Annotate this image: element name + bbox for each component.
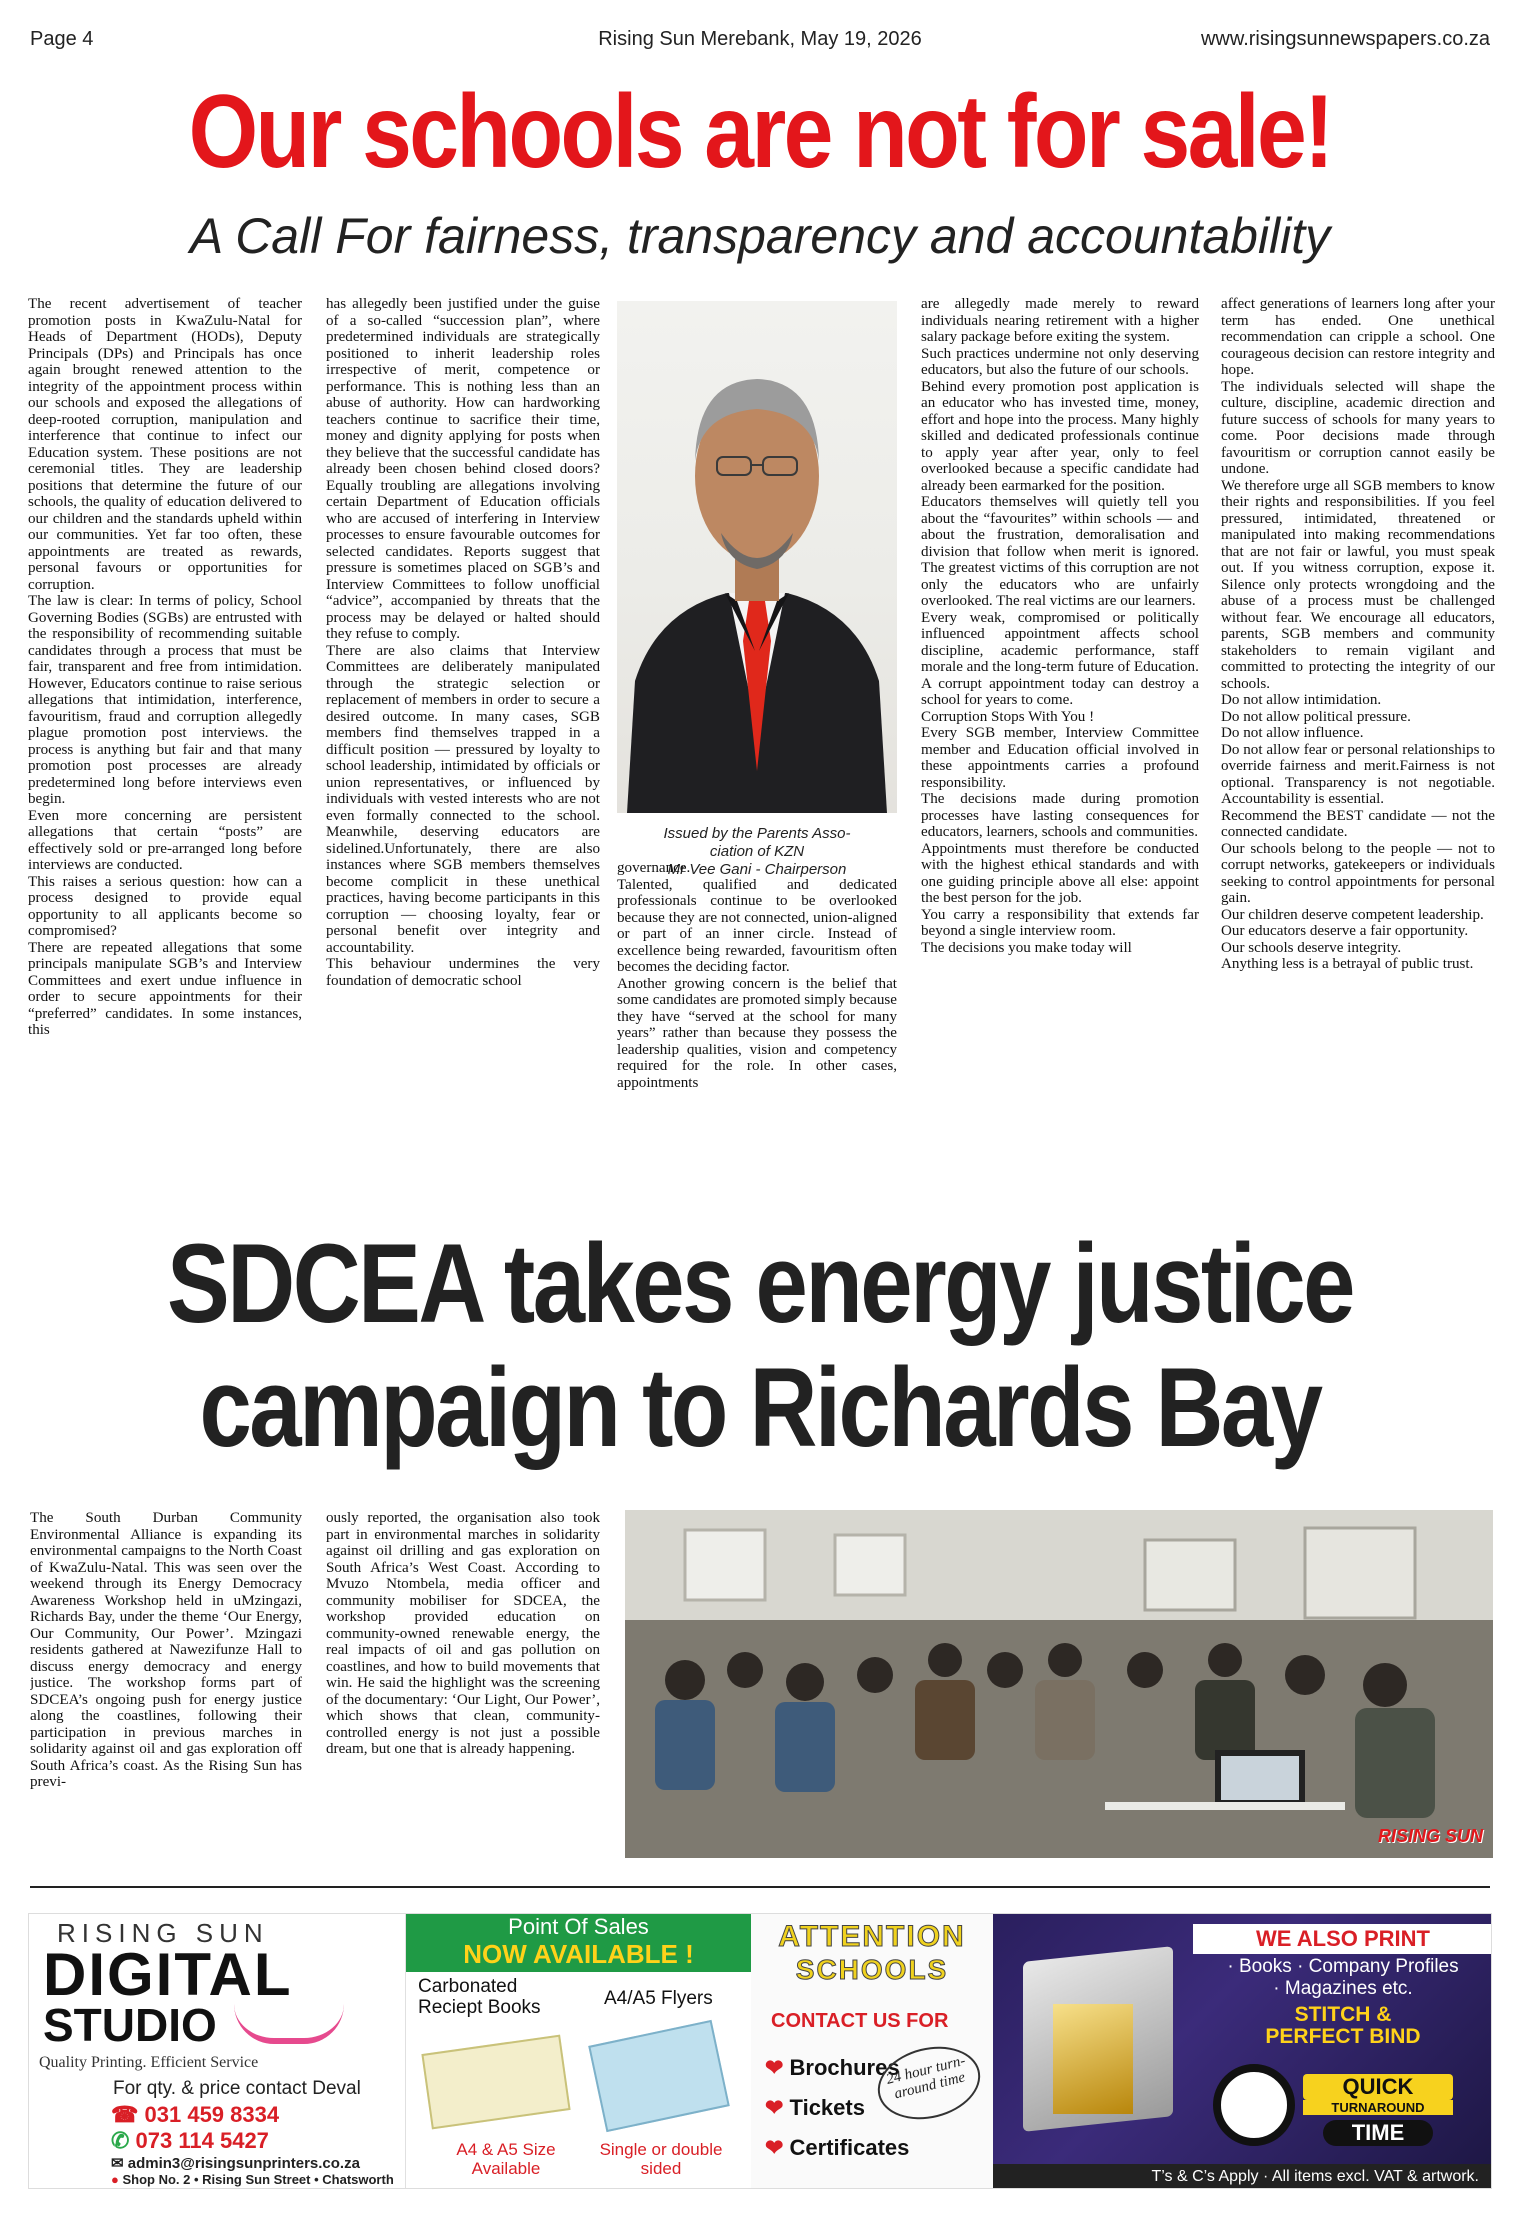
workshop-photo <box>625 1510 1493 1858</box>
pos-banner <box>406 1914 751 1972</box>
paragraph: Appointments must therefore be conducted with the highest ethical standards and with one guiding principle above all else: appoint the best person for the job. <box>921 840 1199 906</box>
stopwatch-icon <box>1213 2064 1295 2146</box>
paragraph: There are also claims that Interview Committees are deliberately manipulated through the strategic selection or replacement of members in order to secure a desired outcome. In many cases, SGB members find themselves trapped in a difficult position — pressured by loyalty to school leadership, intimidated by officials or union representatives, or influenced by individuals with vested interests who are not even formally connected to the school. Meanwhile, deserving educators are sidelined.Unfortunately, there are also instances where SGB members themselves become complicit in these unethical practices, having become participants in this corruption — choosing loyalty, fear or personal benefit over integrity and accountability. <box>326 642 600 956</box>
paragraph: Do not allow intimidation. <box>1221 692 1382 708</box>
workshop-scene <box>625 1510 1493 1858</box>
phone-icon: ☎ <box>111 2102 145 2127</box>
print-line-2: · Magazines etc. <box>1273 1978 1413 1999</box>
paragraph: You carry a responsibility that extends far beyond a single interview room. <box>921 906 1199 939</box>
whatsapp-icon: ✆ <box>111 2128 136 2153</box>
paragraph: Do not allow fear or personal relationships to override fairness and merit.Fairness is not optional. Transparency is not negotiable. Accountability is essential. <box>1221 741 1495 807</box>
article1-col4 <box>921 296 1199 1196</box>
email-row[interactable] <box>111 2154 360 2172</box>
paragraph: affect generations of learners long after your term has ended. One unethical recommendation can cripple a school. One courageous decision can restore integrity and hope. <box>1221 296 1495 378</box>
ad-point-of-sales <box>406 1914 751 2189</box>
terms-footer: T’s & C’s Apply · All items excl. VAT & artwork. <box>993 2164 1492 2189</box>
website-link[interactable]: www.risingsunnewspapers.co.za <box>1200 28 1490 50</box>
paragraph: Our children deserve competent leadership. <box>1221 906 1484 923</box>
service-item: ❤ Certificates <box>765 2135 910 2160</box>
issue-date: Rising Sun Merebank, May 19, 2026 <box>598 28 922 50</box>
page-number: Page 4 <box>30 28 94 50</box>
bullet-icon: ❤ <box>765 2135 790 2160</box>
caption-line: ciation of KZN <box>709 843 805 860</box>
phone-number: 031 459 8334 <box>144 2102 280 2127</box>
pos-line-2: NOW AVAILABLE ! <box>463 1939 694 1969</box>
whatsapp-number: 073 114 5427 <box>135 2128 269 2153</box>
bullet-icon: ❤ <box>765 2055 790 2080</box>
paragraph: Talented, qualified and dedicated professionals continue to be overlooked because they are not connected, union-aligned or part of an inner circle. Instead of excellence being rewarded, favouritism often becomes the deciding factor. <box>617 876 897 975</box>
ad-we-also-print <box>993 1914 1492 2189</box>
paragraph: We therefore urge all SGB members to know their rights and responsibilities. If you feel pressured, intimidated, threatened or manipulated into making recommendations that are not fair or lawful, you must speak out. If you witness corruption, expose it. Silence only protects wrongdoing and the abuse of a process must be challenged without fear. We encourage all educators, parents, SGB members and community stakeholders to remain vigilant and committed to protecting the integrity of our schools. <box>1221 477 1495 692</box>
paragraph: This raises a serious question: how can a process designed to provide equal opportunity to all applicants become so compromised? <box>28 873 302 939</box>
stitch-label: STITCH & <box>1294 2003 1392 2026</box>
chairperson-photo <box>617 301 897 813</box>
tagline: Quality Printing. Efficient Service <box>39 2054 259 2071</box>
location-pin-icon: ● <box>111 2172 123 2187</box>
ad-digital-studio <box>29 1914 406 2189</box>
receipt-books-label: Carbonated Reciept Books <box>418 1976 541 2018</box>
paragraph: This behaviour undermines the very foundation of democratic school <box>326 956 600 989</box>
turnaround-label: TURNAROUND <box>1303 2100 1453 2115</box>
paragraph: The decisions you make today will <box>921 939 1132 956</box>
caption-line: Issued by the Parents Asso- <box>663 825 851 842</box>
paragraph: Our educators deserve a fair opportunity. <box>1221 923 1469 939</box>
flyers-label: A4/A5 Flyers <box>604 1988 713 2009</box>
paragraph: There are repeated allegations that some principals manipulate SGB’s and Interview Committees and exert undue influence in order to secure appointments for their “preferred” candidates. In some instances, this <box>28 939 302 1038</box>
receipt-book-image <box>421 2035 570 2130</box>
phone-row[interactable] <box>111 2102 279 2128</box>
paragraph: The South Durban Community Environmental Alliance is expanding its environmental campaigns to the North Coast of KwaZulu-Natal. This was seen over the weekend through its Energy Democracy Awareness Workshop held in uMzingazi, Richards Bay, under the theme ‘Our Energy, Our Community, Our Power’. Mzingazi residents gathered at Nawezifunze Hall to discuss energy democracy and energy justice. The workshop forms part of SDCEA’s ongoing push for energy justice along the coastlines, following their participation in previous marches in solidarity against oil and gas exploration off South Africa’s coast. As the Rising Sun has previ- <box>30 1510 302 1790</box>
paragraph: The recent advertisement of teacher promotion posts in KwaZulu-Natal for Heads of Department (HODs), Deputy Principals (DPs) and Principals has once again brought renewed attention to the integrity of the appointment process within our schools and exposed the allegations of deep-rooted corruption, manipulation and interference that continue to infect our Education system. These positions are not ceremonial titles. They are leadership positions that determine the future of our schools, the quality of education delivered to our children and the standards upheld within our communities. Yet far too often, these appointments are treated as rewards, personal favours or opportunities for corruption. <box>28 296 302 593</box>
headline-line: campaign to Richards Bay <box>199 1345 1321 1470</box>
contact-us-label: CONTACT US FOR <box>771 2010 949 2032</box>
paragraph: Do not allow influence. <box>1221 725 1364 741</box>
brand-main-1: DIGITAL <box>43 1941 293 2008</box>
paragraph: The law is clear: In terms of policy, School Governing Bodies (SGBs) are entrusted with the responsibility of recommending suitable candidates through a process that must be fair, transparent and free from intimidation. However, Educators continue to raise serious allegations that intimidation, interference, favouritism, fraud and corruption allegedly plague promotion post interviews. the process is anything but fair and that many promotion post processes are already predetermined long before interviews even begin. <box>28 593 302 807</box>
article2-headline <box>138 1222 1381 1470</box>
brand-swoosh-icon <box>234 2004 344 2044</box>
sided-note: Single or double sided <box>599 2140 723 2178</box>
ad-attention-schools <box>751 1914 993 2189</box>
bullet-icon: ❤ <box>765 2095 790 2120</box>
caption-line: Mr Vee Gani - Chairperson <box>667 861 847 878</box>
printing-advertisement <box>28 1913 1492 2189</box>
paragraph: Behind every promotion post application is an educator who has invested time, money, effort and hope into the process. Many highly skilled and dedicated professionals continue to apply year after year, only to feel overlooked because a specific candidate had already been earmarked for the position. <box>921 378 1199 494</box>
paragraph: The individuals selected will shape the culture, discipline, academic direction and future success of schools for many years to come. Poor decisions made through favouritism or corruption cannot easily be undone. <box>1221 378 1495 477</box>
section-divider <box>30 1886 1490 1888</box>
pos-line-1: Point Of Sales <box>508 1914 649 1939</box>
whatsapp-row[interactable] <box>111 2128 269 2154</box>
paragraph: governance. <box>617 860 691 876</box>
paragraph: Anything less is a betrayal of public trust. <box>1221 956 1474 972</box>
paragraph: A corrupt appointment today can destroy a school for years to come. <box>921 675 1199 708</box>
address-row <box>111 2172 394 2187</box>
schools-title-2: SCHOOLS <box>795 1954 949 1985</box>
service-item: ❤ Brochures <box>765 2055 900 2080</box>
paragraph: Our schools belong to the people — not to corrupt networks, gatekeepers or individuals seeking to control appointments for personal gain. <box>1221 840 1495 906</box>
article1-subhead: A Call For fairness, transparency and accountability <box>189 208 1331 264</box>
article1-col1 <box>28 296 302 1196</box>
paragraph: Every weak, compromised or politically influenced appointment affects school discipline, academic performance, staff morale and the long-term future of Education. <box>921 609 1199 675</box>
gold-book-image <box>1053 2004 1133 2114</box>
chairperson-portrait <box>617 301 897 813</box>
contact-line: For qty. & price contact Deval <box>113 2078 361 2099</box>
paragraph: Do not allow political pressure. <box>1221 708 1411 725</box>
address: Shop No. 2 • Rising Sun Street • Chatsworth <box>122 2172 394 2187</box>
brand-main-2: STUDIO <box>43 1999 217 2051</box>
paragraph: Every SGB member, Interview Committee member and Education official involved in these appointments carries a profound responsibility. <box>921 725 1199 791</box>
page-header <box>30 28 1490 58</box>
paragraph: Recommend the BEST candidate — not the connected candidate. <box>1221 807 1495 840</box>
email-address: admin3@risingsunprinters.co.za <box>127 2155 360 2172</box>
paragraph: Corruption Stops With You ! <box>921 708 1095 725</box>
service-item: ❤ Tickets <box>765 2095 865 2120</box>
flyer-stack-image <box>588 2020 730 2132</box>
paragraph: Such practices undermine not only deserving educators, but also the future of our schools. <box>921 345 1199 378</box>
quick-label: QUICK <box>1303 2074 1453 2100</box>
print-title: WE ALSO PRINT <box>1193 1924 1492 1954</box>
article2-col2 <box>326 1510 600 1864</box>
paragraph: Another growing concern is the belief that some candidates are promoted simply because they have “served at the school for many years” rather than because they possess the leadership qualities, vision and competency required for the role. In other cases, appointments <box>617 975 897 1091</box>
article2-col1 <box>30 1510 302 1864</box>
bind-label: PERFECT BIND <box>1265 2025 1421 2048</box>
print-line-1: · Books · Company Profiles <box>1227 1956 1459 1977</box>
article1-headline: Our schools are not for sale! <box>188 74 1332 190</box>
turnaround-stamp: 24 hour turn-around time <box>870 2036 988 2129</box>
paragraph: Educators themselves will quietly tell you about the “favourites” within schools — and about the frustration, demoralisation and division that follow when merit is ignored. The greatest victims of this corruption are not only the educators who are unfairly overlooked. The real victims are our learners. <box>921 494 1199 609</box>
paragraph: The decisions made during promotion processes have lasting consequences for educators, learners, schools and communities. <box>921 791 1199 840</box>
brand-top: RISING SUN <box>57 1918 269 1948</box>
article1-col3 <box>617 860 897 1200</box>
photo-watermark: RISING SUN <box>1378 1826 1484 1846</box>
paragraph: ously reported, the organisation also took part in environmental marches in solidarity against oil drilling and gas exploration on South Africa’s West Coast. According to Mvuzo Ntombela, media officer and community mobiliser for SDCEA, the workshop provided education on community-owned renewable energy, the real impacts of oil and gas pollution on coastlines, and how to build movements that win. He said the highlight was the screening of the documentary: ‘Our Light, Our Power’, which shows that clean, community-controlled energy is not just a possible dream, but one that is already happening. <box>326 1510 600 1757</box>
time-label: TIME <box>1323 2120 1433 2146</box>
paragraph: are allegedly made merely to reward individuals nearing retirement with a higher salary package before exiting the system. <box>921 296 1199 345</box>
paragraph: has allegedly been justified under the guise of a so-called “succession plan”, where predetermined individuals are strategically positioned to inherit leadership roles irrespective of merit, competence or performance. This is nothing less than an abuse of authority. How can hardworking teachers continue to sacrifice their time, money and dignity applying for posts when they believe that the successful candidate has already been chosen behind closed doors? Equally troubling are allegations involving certain Department of Education officials who are accused of interfering in Interview processes to ensure favourable outcomes for selected candidates. Reports suggest that pressure is sometimes placed on SGB’s and Interview Committees to follow unofficial “advice”, accompanied by threats that the process may be delayed or halted should they refuse to comply. <box>326 296 600 642</box>
paragraph: Our schools deserve integrity. <box>1221 939 1402 956</box>
article1-col2 <box>326 296 600 1196</box>
article1-col5 <box>1221 296 1495 1196</box>
size-note: A4 & A5 Size Available <box>456 2140 556 2178</box>
schools-title-1: ATTENTION <box>778 1920 966 1953</box>
headline-line: SDCEA takes energy justice <box>167 1221 1353 1346</box>
mail-icon: ✉ <box>111 2155 128 2172</box>
paragraph: Even more concerning are persistent allegations that certain “posts” are effectively sold or pre-arranged long before interviews are conducted. <box>28 807 302 873</box>
